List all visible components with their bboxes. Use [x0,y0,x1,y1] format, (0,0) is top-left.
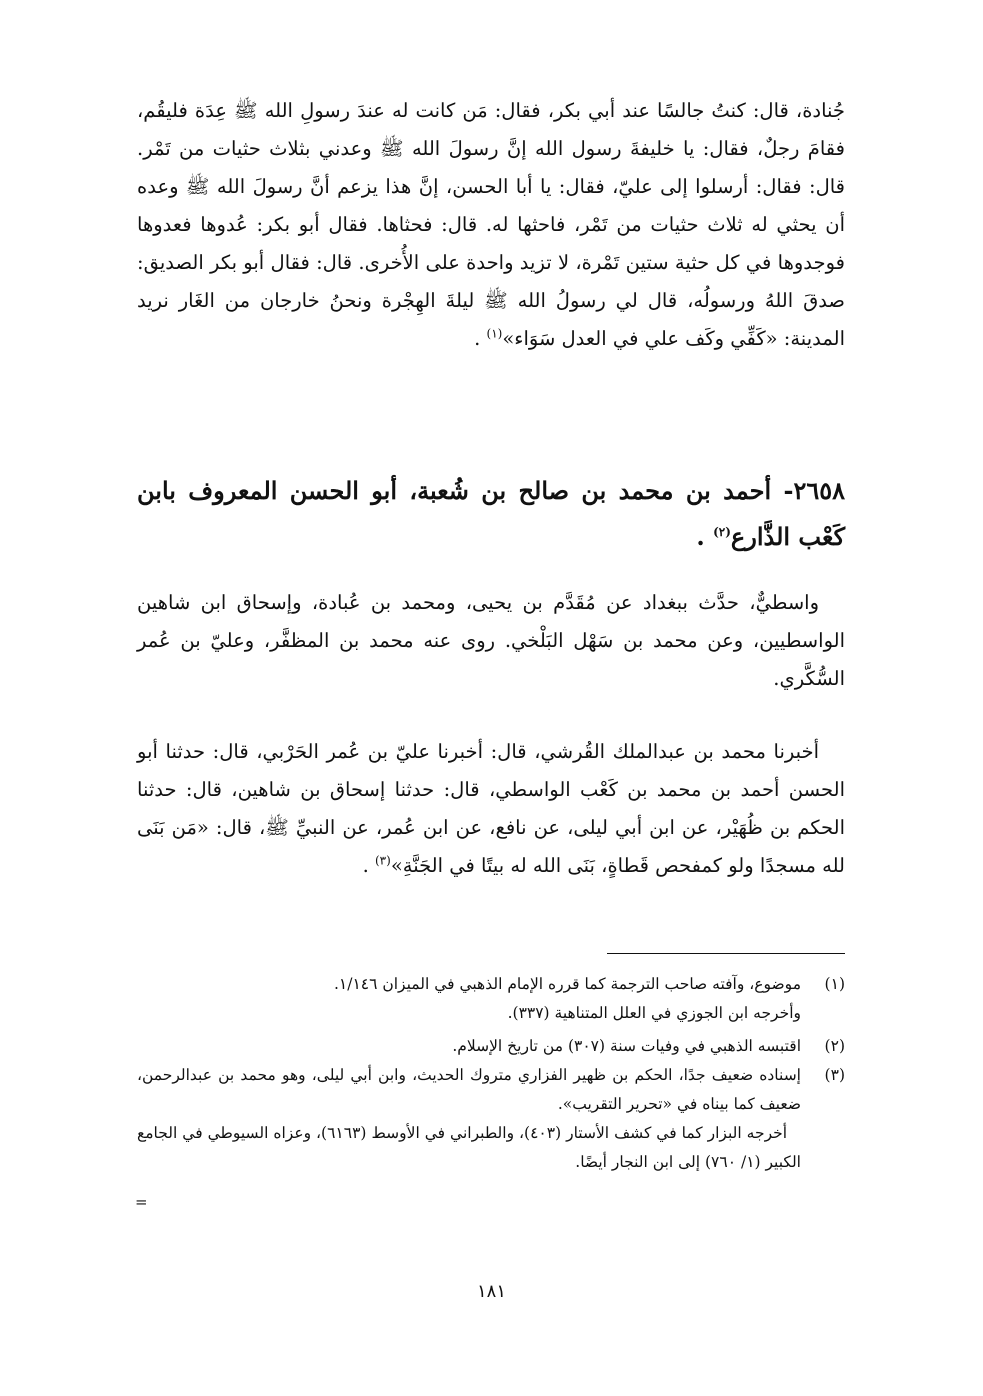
paragraph-1-end: . [474,327,487,350]
body-paragraph-2 [137,584,845,698]
footnote-ref-1: (١) [486,326,503,341]
footnote-1 [137,970,845,999]
paragraph-2-text: واسطيٌّ، حدَّث ببغداد عن مُقَدَّم بن يحيى، ومحمد بن عُبادة، وإسحاق ابن شاهين الواسطيين، وعن محمد بن سَهْل البَلْخي. روى عنه محمد بن المظفَّر، وعليّ بن عُمر السُّكَّري. [137,591,845,690]
footnote-3-text: إسناده ضعيف جدًا، الحكم بن ظهير الفزاري متروك الحديث، وابن أبي ليلى، وهو محمد بن عبدالرحمن، ضعيف كما بيناه في «تحرير التقريب». [137,1066,801,1113]
footnote-2-number: (٢) [824,1037,845,1055]
paragraph-1-text: جُنادة، قال: كنتُ جالسًا عند أبي بكر، فقال: مَن كانت له عندَ رسولِ الله ﷺ عِدَة فليقُم، فقامَ رجلٌ، فقال: يا خليفةَ رسول الله إنَّ رسولَ الله ﷺ وعدني بثلاث حثيات من تَمْر. قال: فقال: أرسلوا إلى عليّ، فقال: يا أبا الحسن، إنَّ هذا يزعم أنَّ رسولَ الله ﷺ وعده أن يحثي له ثلاث حثيات من تَمْر، فاحثها له. قال: فحثاها. فقال أبو بكر: عُدوها فعدوها فوجدوها في كل حثية ستين تَمْرة، لا تزيد واحدة على الأُخرى. قال: فقال أبو بكر الصديق: صدقَ اللهُ ورسولُه، قال لي رسولُ الله ﷺ ليلةَ الهِجْرة ونحنُ خارجان من الغَار نريد المدينة: «كَفِّي وكَف علي في العدل سَوَاء» [137,99,845,350]
footnote-divider [607,953,845,954]
heading-text: ٢٦٥٨- أحمد بن محمد بن صالح بن شُعبة، أبو الحسن المعروف بابن كَعْب الذَّارع [137,476,845,551]
body-paragraph-3 [137,733,845,885]
continuation-mark: = [135,1193,148,1211]
footnote-ref-3: (٣) [374,853,391,868]
footnotes-section [137,970,845,1177]
footnote-3-continuation: أخرجه البزار كما في كشف الأستار (٤٠٣)، والطبراني في الأوسط (٦١٦٣)، وعزاه السيوطي في الجامع الكبير (١/ ٧٦٠) إلى ابن النجار أيضًا. [137,1124,801,1171]
body-paragraph-1 [137,92,845,358]
footnote-1-continuation: وأخرجه ابن الجوزي في العلل المتناهية (٣٣٧). [507,1004,801,1022]
paragraph-3-end: . [362,854,375,877]
footnote-2-text: اقتبسه الذهبي في وفيات سنة (٣٠٧) من تاريخ الإسلام. [452,1037,801,1055]
entry-heading [137,468,845,560]
footnote-3 [137,1061,845,1119]
footnote-1-number: (١) [824,975,845,993]
page-number: ١٨١ [476,1281,506,1302]
heading-end: . [696,522,714,551]
footnote-2 [137,1032,845,1061]
footnote-ref-2: (٢) [713,525,731,539]
paragraph-3-text: أخبرنا محمد بن عبدالملك القُرشي، قال: أخبرنا عليّ بن عُمر الحَرْبي، قال: حدثنا أبو الحسن أحمد بن محمد بن كَعْب الواسطي، قال: حدثنا إسحاق بن شاهين، قال: حدثنا الحكم بن ظُهَيْر، عن ابن أبي ليلى، عن نافع، عن ابن عُمر، عن النبيِّ ﷺ، قال: «مَن بَنَى لله مسجدًا ولو كمفحص قَطاةٍ، بَنَى الله له بيتًا في الجَنَّةِ» [137,740,845,877]
footnote-3-number: (٣) [824,1066,845,1084]
footnote-1-text: موضوع، وآفته صاحب الترجمة كما قرره الإمام الذهبي في الميزان ١/١٤٦. [333,975,801,993]
